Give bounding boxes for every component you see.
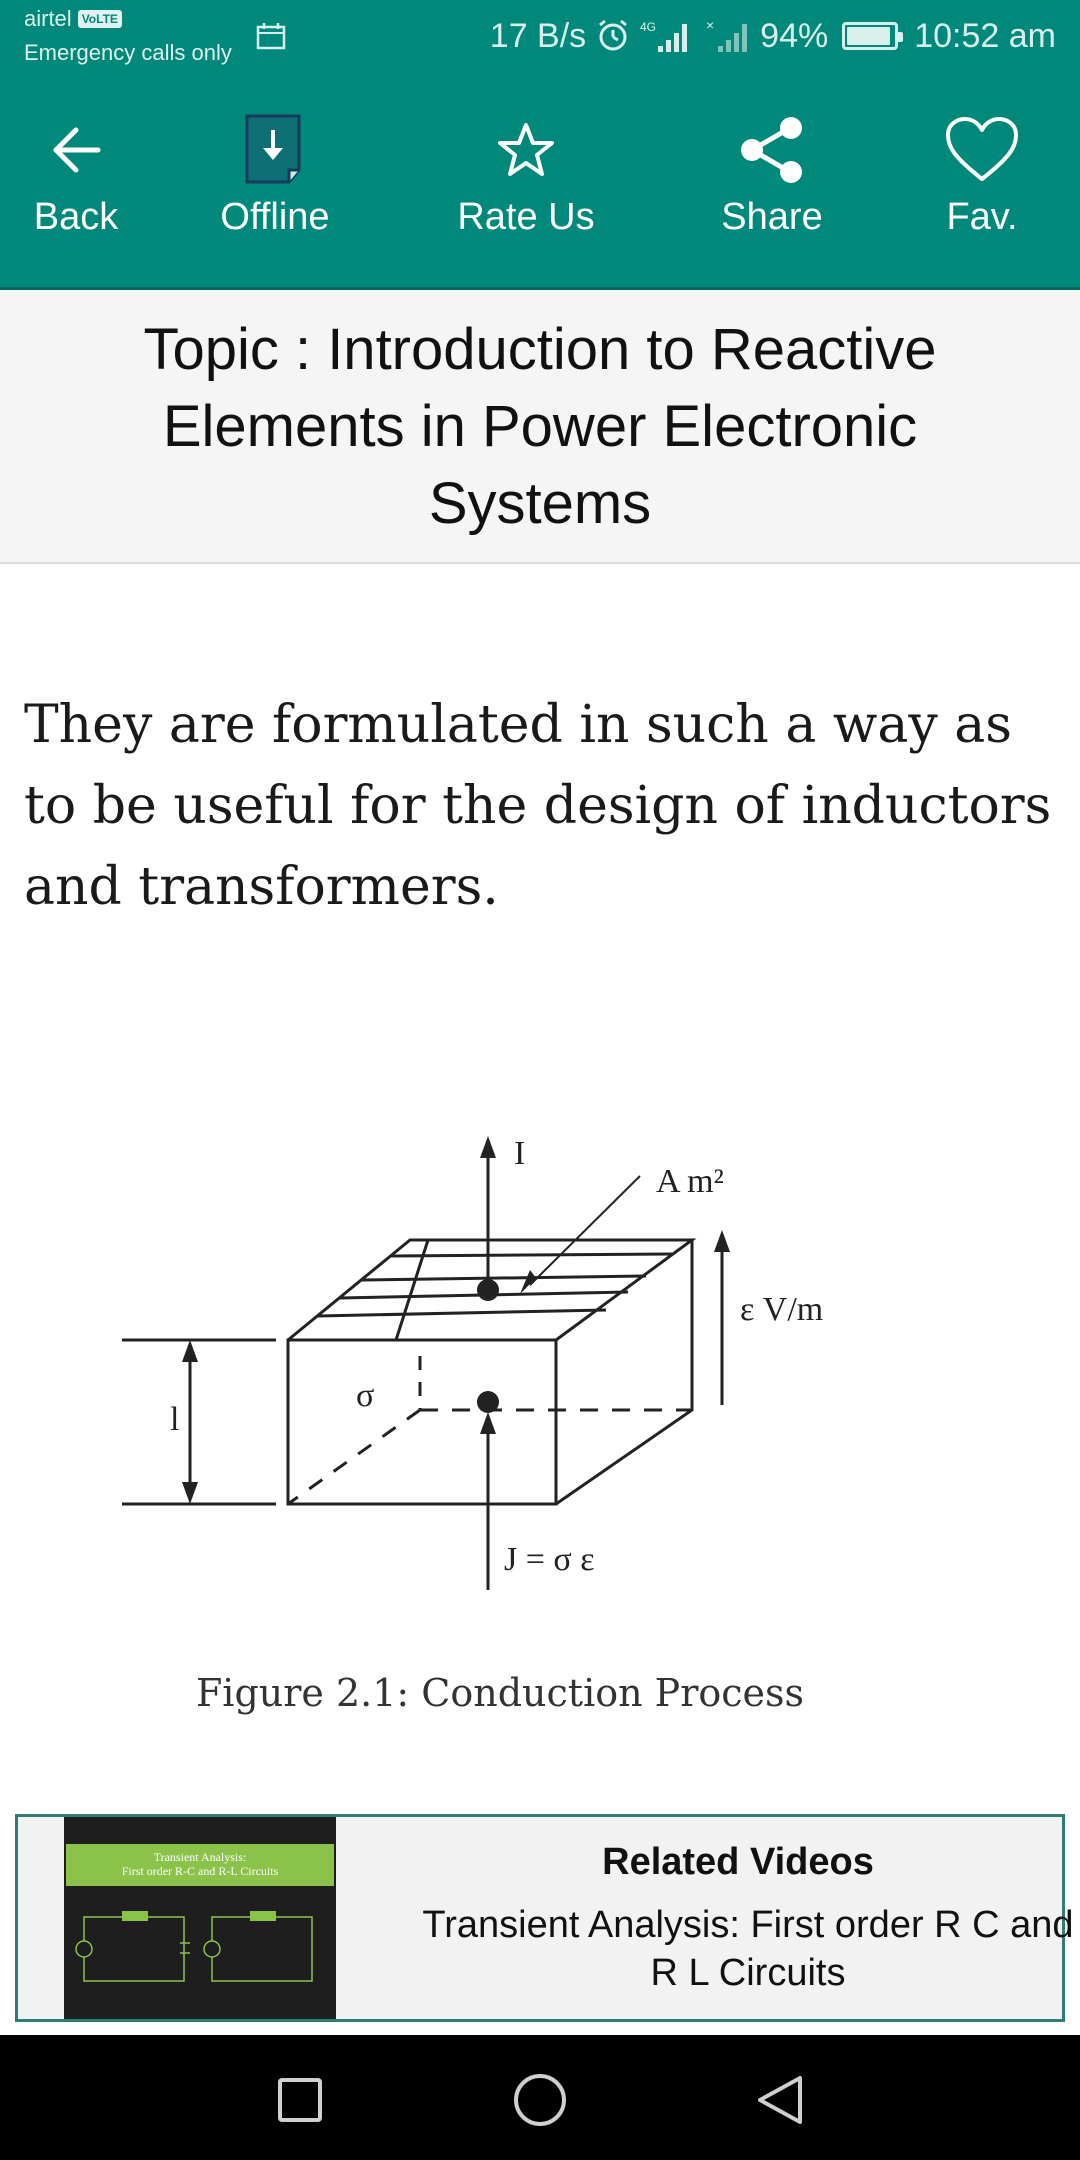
- thumbnail-line-1: Transient Analysis:: [153, 1850, 247, 1864]
- share-label: Share: [721, 196, 823, 238]
- calendar-icon: [256, 22, 286, 50]
- figure-caption: Figure 2.1: Conduction Process: [195, 1671, 805, 1715]
- download-doc-icon: [235, 110, 315, 190]
- circle-icon: [512, 2072, 568, 2128]
- square-icon: [277, 2077, 323, 2123]
- page-title: Topic : Introduction to Reactive Elements in Power Electronic Systems: [143, 316, 937, 536]
- thumbnail-banner: [66, 1844, 334, 1886]
- clock-time: 10:52 am: [914, 16, 1056, 55]
- battery-icon: [842, 22, 898, 50]
- label-field: ε V/m: [740, 1291, 824, 1328]
- emergency-text: Emergency calls only: [24, 40, 232, 65]
- status-bar: [0, 0, 1080, 72]
- triangle-back-icon: [754, 2072, 806, 2128]
- back-label: Back: [33, 196, 119, 238]
- svg-text:×: ×: [706, 18, 715, 33]
- carrier-name: airtel: [24, 6, 72, 31]
- battery-level-fill: [847, 27, 890, 45]
- label-current: I: [514, 1135, 526, 1172]
- alarm-icon: [596, 19, 630, 53]
- battery-percent: 94%: [760, 16, 829, 55]
- circuit-thumbnail-icon: [64, 1895, 336, 2005]
- related-videos-heading: Related Videos: [602, 1841, 874, 1883]
- share-icon: [732, 110, 812, 190]
- related-video-card[interactable]: [15, 1814, 1074, 2022]
- heart-outline-icon: [942, 110, 1022, 190]
- back-nav-button[interactable]: [745, 2065, 815, 2135]
- favorite-button[interactable]: [892, 110, 1072, 260]
- signal-4g-icon: [640, 18, 696, 54]
- share-button[interactable]: [682, 110, 862, 260]
- label-current-density: J = σ ε: [504, 1541, 595, 1578]
- home-button[interactable]: [505, 2065, 575, 2135]
- related-video-title[interactable]: Transient Analysis: First order R C and R L Circuits: [422, 1904, 1074, 1994]
- video-thumbnail[interactable]: [64, 1817, 336, 2019]
- label-sigma: σ: [356, 1377, 375, 1414]
- carrier-info: [24, 6, 122, 32]
- volte-badge: VoLTE: [78, 10, 122, 28]
- body-paragraph: They are formulated in such a way as to be useful for the design of inductors and transformers.: [24, 695, 1052, 917]
- conduction-diagram: [100, 1120, 900, 1760]
- topic-header: [0, 290, 1080, 564]
- fav-label: Fav.: [946, 196, 1018, 238]
- signal-empty-icon: [706, 18, 750, 54]
- offline-button[interactable]: [185, 110, 365, 260]
- star-outline-icon: [486, 110, 566, 190]
- network-type-text: 4G: [640, 20, 657, 34]
- label-length: l: [170, 1401, 180, 1438]
- offline-label: Offline: [220, 196, 330, 238]
- back-button[interactable]: [0, 110, 166, 260]
- conduction-figure: [100, 1120, 900, 1760]
- top-toolbar: [0, 72, 1080, 290]
- thumbnail-line-2: First order R-C and R-L Circuits: [121, 1864, 279, 1878]
- arrow-left-icon: [36, 110, 116, 190]
- system-nav-bar: [0, 2035, 1080, 2160]
- label-area: A m²: [656, 1163, 724, 1200]
- net-speed: 17 B/s: [489, 16, 587, 55]
- recents-button[interactable]: [265, 2065, 335, 2135]
- rate-us-button[interactable]: [436, 110, 616, 260]
- rate-us-label: Rate Us: [457, 196, 595, 238]
